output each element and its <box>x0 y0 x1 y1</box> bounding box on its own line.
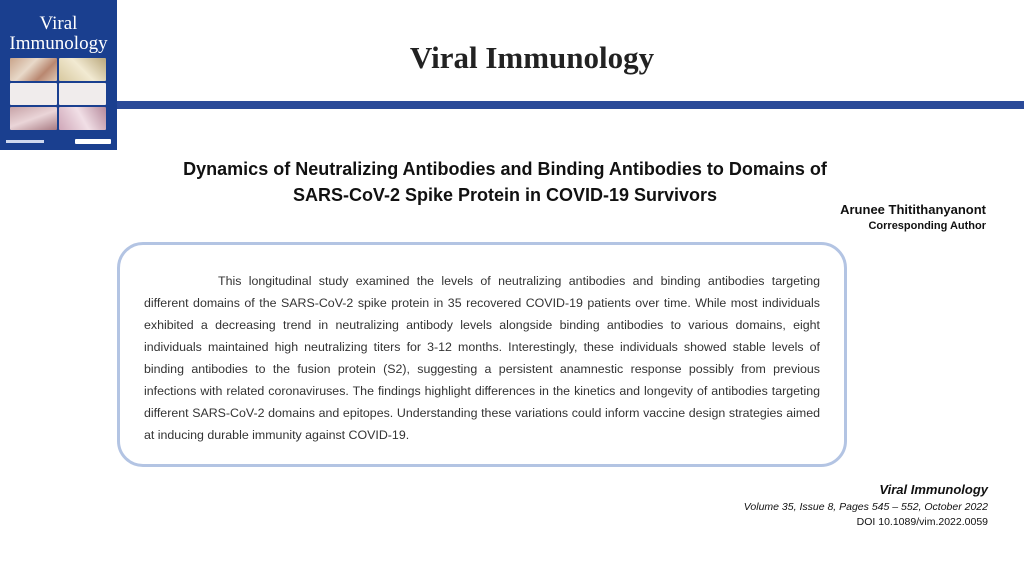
cover-title-line2: Immunology <box>9 33 108 54</box>
publisher-logo-icon <box>6 140 44 143</box>
author-role: Corresponding Author <box>868 220 986 232</box>
cover-badge-icon <box>75 139 111 144</box>
cover-panel <box>59 107 106 130</box>
author-name: Arunee Thitithanyanont <box>840 202 986 217</box>
citation-volume-pages: Volume 35, Issue 8, Pages 545 – 552, October 2022 <box>743 501 988 513</box>
cover-panel <box>10 107 57 130</box>
article-title-line1: Dynamics of Neutralizing Antibodies and Binding Antibodies to Domains of <box>183 159 827 179</box>
cover-panel <box>10 83 57 106</box>
cover-title-line1: Viral <box>39 13 78 34</box>
abstract-box <box>117 242 847 467</box>
citation <box>744 481 988 530</box>
journal-header: Viral Immunology <box>409 40 655 75</box>
cover-footer <box>6 138 111 144</box>
citation-journal: Viral Immunology <box>879 482 988 497</box>
header-divider <box>117 101 1024 109</box>
cover-panel <box>59 83 106 106</box>
article-title <box>140 156 870 208</box>
citation-doi: DOI 10.1089/vim.2022.0059 <box>856 516 988 528</box>
article-title-line2: SARS-CoV-2 Spike Protein in COVID-19 Survivors <box>292 185 718 205</box>
abstract-text: This longitudinal study examined the levels of neutralizing antibodies and binding antibodies targeting different domains of the SARS-CoV-2 spike protein in 35 recovered COVID-19 patients over time. While most individuals exhibited a decreasing trend in neutralizing antibody levels alongside binding antibodies to various domains, eight individuals maintained high neutralizing titers for 3-12 months. Interestingly, these individuals showed stable levels of binding antibodies to the fusion protein (S2), suggesting a persistent anamnestic response possibly from previous infections with related coronaviruses. The findings highlight differences in the kinetics and longevity of antibodies targeting different SARS-CoV-2 domains and epitopes. Understanding these variations could inform vaccine design strategies aimed at inducing durable immunity against COVID-19. <box>144 274 820 442</box>
